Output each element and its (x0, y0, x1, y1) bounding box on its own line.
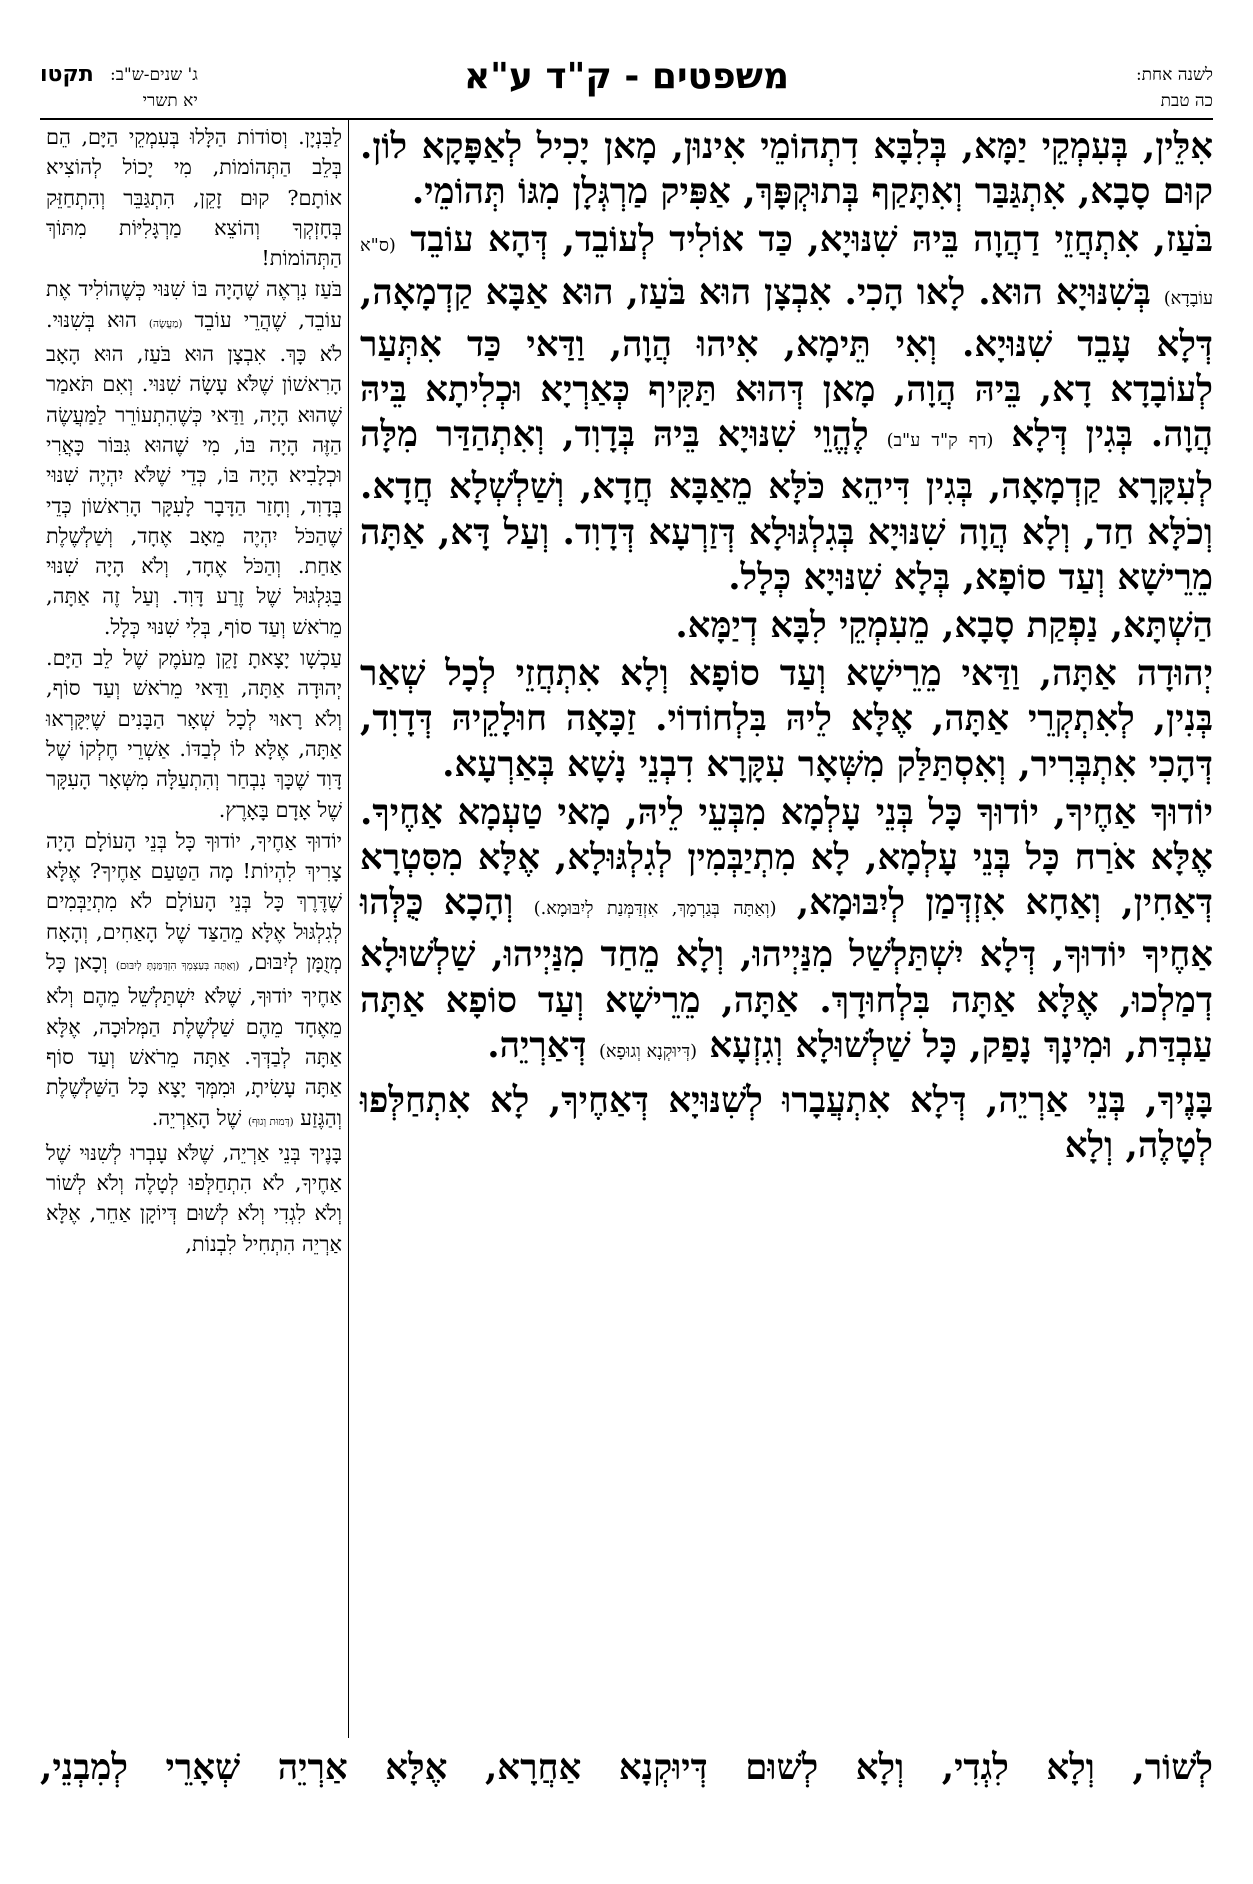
aramaic-text: דְּאַרְיֵה. (487, 1024, 587, 1066)
aramaic-column (360, 124, 1213, 1739)
hebrew-text: בֹּעַז נִרְאֶה שֶׁהָיָה בּוֹ שִׁנּוּי כְּשֶׁהוֹלִיד אֶת עוֹבֵד, שֶׁהֲרֵי עוֹבֵד (46, 277, 342, 332)
variant-note: (ס"א עוֹבָדָא) (360, 236, 1213, 309)
hebrew-paragraph (46, 274, 342, 642)
page-header (40, 56, 1213, 118)
hebrew-paragraph (46, 122, 342, 273)
page-title: משפטים - ק"ד ע"א (463, 56, 790, 97)
aramaic-text: בָּנֶיךָ, בְּנֵי אַרְיֵה, דְּלָא אִתְעֲבָרוּ לְשִׁנּוּיָא דְּאַחֶיךָ, לָא אִתְחַלְּפוּ לְטָלֶה, וְלָא (360, 1080, 1213, 1167)
aramaic-text: בֹּעַז, אִתְחֲזֵי דַהֲוָה בֵּיהּ שִׁנּוּיָא, כַּד אוֹלִיד לְעוֹבֵד, דְּהָא עוֹבֵד (410, 219, 1213, 261)
column-divider (348, 118, 349, 1738)
page-reference: (דף ק"ד ע"ב) (886, 431, 994, 452)
aramaic-paragraph (360, 1078, 1213, 1168)
hebrew-paragraph (46, 826, 342, 1137)
aramaic-paragraph (360, 651, 1213, 787)
hebrew-text: וְכָאן כָּל אַחֶיךָ יוֹדוּךָ, שֶׁלֹּא יִשְׁתַּלְשֵׁל מֵהֶם וְלֹא מֵאֶחָד מֵהֶם שַׁלְשֶׁלֶת הַמְּלוּכָה, אֶלָּא אַתָּה לְבַדְּךָ. אַתָּה מֵרֹאשׁ וְעַד סוֹף אַתָּה עָשִׂיתָ, וּמִמְּךָ יָצָא כָּל הַשַּׁלְשֶׁלֶת וְהַגֶּזַע (46, 950, 342, 1130)
variant-note: (מַעֲשֶׂה) (148, 317, 183, 330)
aramaic-paragraph (360, 790, 1213, 1075)
hebrew-text: עַכְשָׁו יָצָאתָ זָקֵן מֵעֹמֶק שֶׁל לֵב הַיָּם. יְהוּדָה אַתָּה, וַדַּאי מֵרֹאשׁ וְעַד סוֹף, וְלֹא רָאוּי לְכָל שְׁאָר הַבָּנִים שֶׁיִּקָּרְאוּ אַתָּה, אֶלָּא לוֹ לְבַדּוֹ. אַשְׁרֵי חֶלְקוֹ שֶׁל דָּוִד שֶׁכָּךְ נִבְחַר וְהִתְעַלָּה מִשְּׁאָר הָעִקָּר שֶׁל אָדָם בָּאָרֶץ. (46, 646, 342, 822)
hebrew-text: שֶׁל הָאַרְיֵה. (151, 1105, 242, 1130)
variant-note: (דְּמוּת וְגוּף) (247, 1115, 294, 1128)
header-left-dates (110, 62, 198, 114)
aramaic-paragraph (360, 124, 1213, 214)
page-number: תקטו (40, 62, 94, 87)
hebrew-paragraph (46, 1138, 342, 1259)
aramaic-text: יְהוּדָה אַתָּה, וַדַּאי מֵרֵישָׁא וְעַד סוֹפָא וְלָא אִתְחֲזֵי לְכָל שְׁאַר בְּנִין, לְאִתְקְרֵי אַתָּה, אֶלָּא לֵיהּ בִּלְחוֹדוֹי. זַכָּאָה חוּלָקֵיהּ דְּדָוִד, דְּהָכִי אִתְבְּרִיר, וְאִסְתַּלַּק מִשְּׁאָר עִקָּרָא דִבְנֵי נָשָׁא בְּאַרְעָא. (360, 653, 1214, 785)
hebrew-text: בָּנֶיךָ בְּנֵי אַרְיֵה, שֶׁלֹּא עָבְרוּ לְשִׁנּוּי שֶׁל אַחֶיךָ, לֹא הִתְחַלְּפוּ לְטָלֶה וְלֹא לְשׁוֹר וְלֹא לִגְדִי וְלֹא לְשׁוּם דְּיוֹקָן אַחֵר, אֶלָּא אַרְיֵה הִתְחִיל לִבְנוֹת, (46, 1140, 342, 1256)
aramaic-text: וְהָכָא כֻּלְּהוּ אַחֶיךָ יוֹדוּךָ, דְּלָא יִשְׁתַּלְשַׁל מִנַּיְיהוּ, וְלָא מֵחַד מִנַּיְיהוּ, שַׁלְשׁוּלָא דְמַלְכוּ, אֶלָּא אַתָּה בִּלְחוּדָךְ. אַתָּה, מֵרֵישָׁא וְעַד סוֹפָא אַתָּה עַבְדַּת, וּמִינָךְ נָפַק, כָּל שַׁלְשׁוּלָא וְגִזְעָא (360, 882, 1213, 1066)
variant-note: (וְאַתָּה בְּגַרְמָךְ, אִזְדַּמְּנַת לְיִבּוּמָא.) (533, 899, 777, 920)
header-divider (40, 118, 1213, 120)
aramaic-text: הַשְׁתָּא, נַפְקַת סָבָא, מֵעִמְקֵי לִבָּא דְיַמָּא. (675, 605, 1213, 647)
aramaic-text: לֶהֱוֵי שִׁנּוּיָא בֵּיהּ בְּדָוִד, וְאִתְהַדַּר מִלָּה לְעִקָּרָא קַדְמָאָה, בְּגִין דִּיהֵא כֹּלָּא מֵאַבָּא חֲדָא, וְשַׁלְשְׁלָא חֲדָא. וְכֹלָּא חַד, וְלָא הֲוָה שִׁנּוּיָא בְּגִלְגּוּלָא דְּזַרְעָא דְּדָוִד. וְעַל דָּא, אַתָּה מֵרֵישָׁא וְעַד סוֹפָא, בְּלָא שִׁנּוּיָא כְּלָל. (360, 414, 1213, 598)
aramaic-paragraph (360, 603, 1213, 648)
hebrew-text: הוּא בְּשִׁנּוּי. לֹא כָּךְ. אִבְצָן הוּא בֹּעַז, הוּא הָאָב הָרִאשׁוֹן שֶׁלֹּא עָשָׂה שִׁנּוּי. וְאִם תֹּאמַר שֶׁהוּא הָיָה, וַדַּאי כְּשֶׁהִתְעוֹרֵר לַמַּעֲשֶׂה הַזֶּה הָיָה בּוֹ, מִי שֶׁהוּא גִּבּוֹר כָּאֲרִי וּכְלָבִיא הָיָה בּוֹ, כְּדֵי שֶׁלֹּא יִהְיֶה שִׁנּוּי בְּדָוִד, וְחָזַר הַדָּבָר לָעִקָּר הָרִאשׁוֹן כְּדֵי שֶׁהַכֹּל יִהְיֶה מֵאָב אֶחָד, וְשַׁלְשֶׁלֶת אַחַת. וְהַכֹּל אֶחָד, וְלֹא הָיָה שִׁנּוּי בַּגִּלְגּוּל שֶׁל זֶרַע דָּוִד. וְעַל זֶה אַתָּה, מֵרֹאשׁ וְעַד סוֹף, בְּלִי שִׁנּוּי כְּלָל. (46, 307, 342, 639)
variant-note: (וְאַתָּה בְּעַצְמְךָ הִזְדַּמַּנְתָּ לְיִבּוּם) (115, 960, 240, 973)
header-date-right: כה טבת (1160, 91, 1213, 111)
hebrew-translation-column (46, 122, 342, 1738)
aramaic-text: יוֹדוּךָ אַחֶיךָ, יוֹדוּךָ כָּל בְּנֵי עָלְמָא מִבְּעֵי לֵיהּ, מָאי טַעְמָא אַחֶיךָ. אֶלָּא אֹרַח כָּל בְּנֵי עָלְמָא, לָא מִתְיַבְּמִין לְגִלְגּוּלָא, אֶלָּא מִסִּטְרָא דְּאַחִין, וְאַחָא אִזְדְּמַן לְיִבּוּמָא, (360, 791, 1213, 924)
aramaic-bottom-line: לְשׁוֹר, וְלָא לִגְדִי, וְלָא לְשׁוּם דְּיוּקְנָא אַחֲרָא, אֶלָּא אַרְיֵה שְׁאָרֵי לְמִבְנֵי, (40, 1747, 1213, 1788)
hebrew-paragraph (46, 643, 342, 825)
header-study-schedule: לשנה אחת: (1135, 65, 1213, 85)
header-date-left: יא תשרי (142, 91, 198, 111)
hebrew-text: יוֹדוּךָ אַחֶיךָ, יוֹדוּךָ כָּל בְּנֵי הָעוֹלָם הָיָה צָרִיךְ לִהְיוֹת! מָה הַטַּעַם אַחֶיךָ? אֶלָּא שֶׁדֶּרֶךְ כָּל בְּנֵי הָעוֹלָם לֹא מִתְיַבְּמִים לְגִלְגּוּל אֶלָּא מֵהַצַּד שֶׁל הָאַחִים, וְהָאָח מְזֻמָּן לְיִבּוּם, (46, 828, 342, 975)
hebrew-text: לַבִּנְיָן. וְסוֹדוֹת הַלָּלוּ בְּעִמְקֵי הַיָּם, הֵם בְּלֵב הַתְּהוֹמוֹת, מִי יָכוֹל לְהוֹצִיא אוֹתָם? קוּם זָקֵן, הִתְגַּבֵּר וְהִתְחַזֵּק בְּחָזְקְךָ וְהוֹצֵא מַרְגָּלִיּוֹת מִתּוֹךְ הַתְּהוֹמוֹת! (46, 125, 342, 271)
aramaic-text: בְּשִׁנּוּיָא הוּא. לָאו הָכִי. אִבְצָן הוּא בֹּעַז, הוּא אַבָּא קַדְמָאָה, דְּלָא עָבֵד שִׁנּוּיָא. וְאִי תֵּימָא, אִיהוּ הֲוָה, וַדַּאי כַּד אִתְּעַר לְעוֹבָדָא דָא, בֵּיהּ הֲוָה, מָאן דְּהוּא תַּקִּיף כְּאַרְיָא וּכְלִיתָא בֵּיהּ הֲוָה. בְּגִין דְּלָא (360, 271, 1213, 456)
aramaic-paragraph (360, 217, 1213, 600)
variant-note: (דְּיוּקְנָא וְגוּפָא) (598, 1041, 698, 1062)
header-schedule-left: ג' שנים-ש"ב: (110, 65, 198, 85)
aramaic-text: אִלֵּין, בְּעִמְקֵי יַמָּא, בְּלִבָּא דִתְהוֹמֵי אִינוּן, מָאן יָכִיל לְאַפָּקָא לוֹן. קוּם סָבָא, אִתְגַּבַּר וְאִתָּקַף בְּתוּקְפָּךְ, אַפִּיק מַרְגְּלָן מִגּוֹ תְּהוֹמֵי. (360, 126, 1213, 213)
